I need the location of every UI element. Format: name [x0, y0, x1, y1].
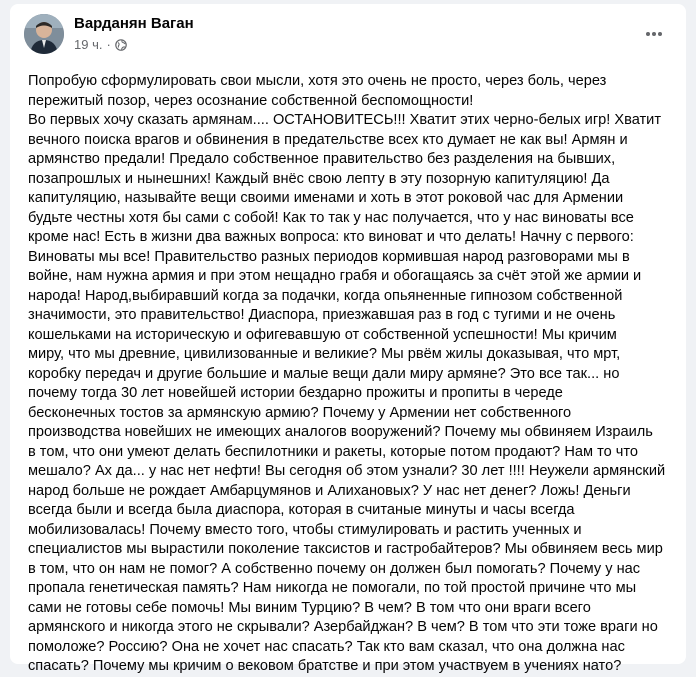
- author-name[interactable]: Варданян Ваган: [74, 15, 194, 32]
- post-text-line: Попробую сформулировать свои мысли, хотя это очень не просто, через боль, через: [28, 73, 607, 89]
- meta-separator: ·: [106, 37, 111, 52]
- post-text-line: коробку передач и другие большие и малые вещи дали миру армяне? Это все так... но: [28, 365, 620, 382]
- post-text-line: Во первых хочу сказать армянам.... ОСТАНОВИТЕСЬ!!! Хватит этих черно-белых игр! Хватит: [28, 112, 662, 128]
- avatar[interactable]: [24, 14, 64, 54]
- post-text-line: производства новейших не имеющих аналогов вооружений? Почему мы обвиняем Израиль: [28, 424, 653, 440]
- post-text-line: кошельками на историческую и офигевавшую от собственной успешности! Мы кричим: [28, 326, 617, 343]
- post-text-line: в том, что он нам не помог? А собственно почему он должен был помогать? Почему у нас: [28, 560, 641, 577]
- more-options-icon[interactable]: [640, 22, 668, 46]
- post-text-line: мобилизовалась! Почему вместо того, чтобы стимулировать и растить ученных и: [28, 521, 582, 538]
- post-text-line: спасать? Почему мы кричим о вековом братстве и при этом участвуем в учениях нато?: [28, 658, 622, 674]
- post-text-line: всегда были и всегда была диаспора, которая в считаные минуты и часы всегда: [28, 502, 575, 518]
- post-text-line: помоложе? Россию? Она не хочет нас спасать? Так кто вам сказал, что она должна нас: [28, 638, 625, 655]
- post-text-line: армянского и никогда этого не скрывали? Азербайджан? В чем? В том что эти тоже враги но: [28, 619, 658, 635]
- post-text-line: миру, что мы древние, цивилизованные и великие? Мы рвём жилы доказывая, что мрт,: [28, 346, 621, 362]
- post-text-line: мешало? Ах да... у нас нет нефти! Вы сегодня об этом узнали? 30 лет !!!! Неужели армянский: [28, 463, 666, 479]
- post-meta: [74, 37, 127, 52]
- post-text-line: вечного поиска врагов и обвинения в предательстве всех кто думает не как вы! Армян и: [28, 131, 628, 148]
- post-text-line: сами не готовы себе помочь! Мы виним Турцию? В чем? В том что они враги всего: [28, 599, 591, 616]
- post-body: [28, 72, 676, 677]
- avatar-photo: [24, 14, 64, 54]
- post-text-line: бесконечных тостов за армянскую армию? Почему у Армении нет собственного: [28, 404, 572, 421]
- post-text-line: в том, что они умеют делать беспилотники и ракеты, которые потом продают? Нам то что: [28, 443, 639, 460]
- post-timestamp[interactable]: 19 ч.: [74, 37, 103, 52]
- post-text-line: армянство предали! Предало собственное правительство без разделения на бывших,: [28, 151, 616, 167]
- post-text-line: почему тогда 30 лет новейшей истории бездарно прожиты и пропиты в череде: [28, 385, 563, 401]
- post-text-line: позапрошлых и нынешних! Каждый внёс свою лепту в эту позорную капитуляцию! Да: [28, 170, 610, 187]
- post-text-line: кроме нас! Есть в жизни два важных вопроса: кто виноват и что делать! Начну с первого:: [28, 229, 634, 245]
- post-text-line: народа! Народ,выбиравший когда за подачки, когда опьяненные гипнозом собственной: [28, 287, 623, 304]
- post-text-line: войне, нам нужна армия и при этом нещадно грабя и обогащаясь за счёт этой же армии и: [28, 268, 642, 284]
- post-text-line: народ больше не рождает Амбарцумянов и Алихановых? У нас нет денег? Ложь! Деньги: [28, 482, 631, 499]
- post-text-line: будьте честны хотя бы сами с собой! Как то так у нас получается, что у нас виноваты все: [28, 209, 634, 226]
- post-header: [24, 14, 672, 58]
- post-text-line: значимости, это правительство! Диаспора, приезжавшая раз в год с тугими и не очень: [28, 307, 616, 323]
- post-text-line: специалистов мы вырастили поколение таксистов и гастробайтеров? Мы обвиняем весь мир: [28, 541, 663, 557]
- post-text-line: пережитый позор, через осознание собственной беспомощности!: [28, 92, 474, 109]
- post-card: [10, 4, 686, 674]
- post-text-line: капитуляцию, называйте вещи своими именами и хоть в этот роковой час для Армении: [28, 190, 624, 206]
- post-text-line: пропала генетическая память? Нам никогда не помогали, по той простой причине что мы: [28, 580, 637, 596]
- globe-icon[interactable]: [115, 39, 127, 51]
- post-text-line: Виноваты мы все! Правительство разных периодов кормившая народ разговорами мы в: [28, 248, 630, 265]
